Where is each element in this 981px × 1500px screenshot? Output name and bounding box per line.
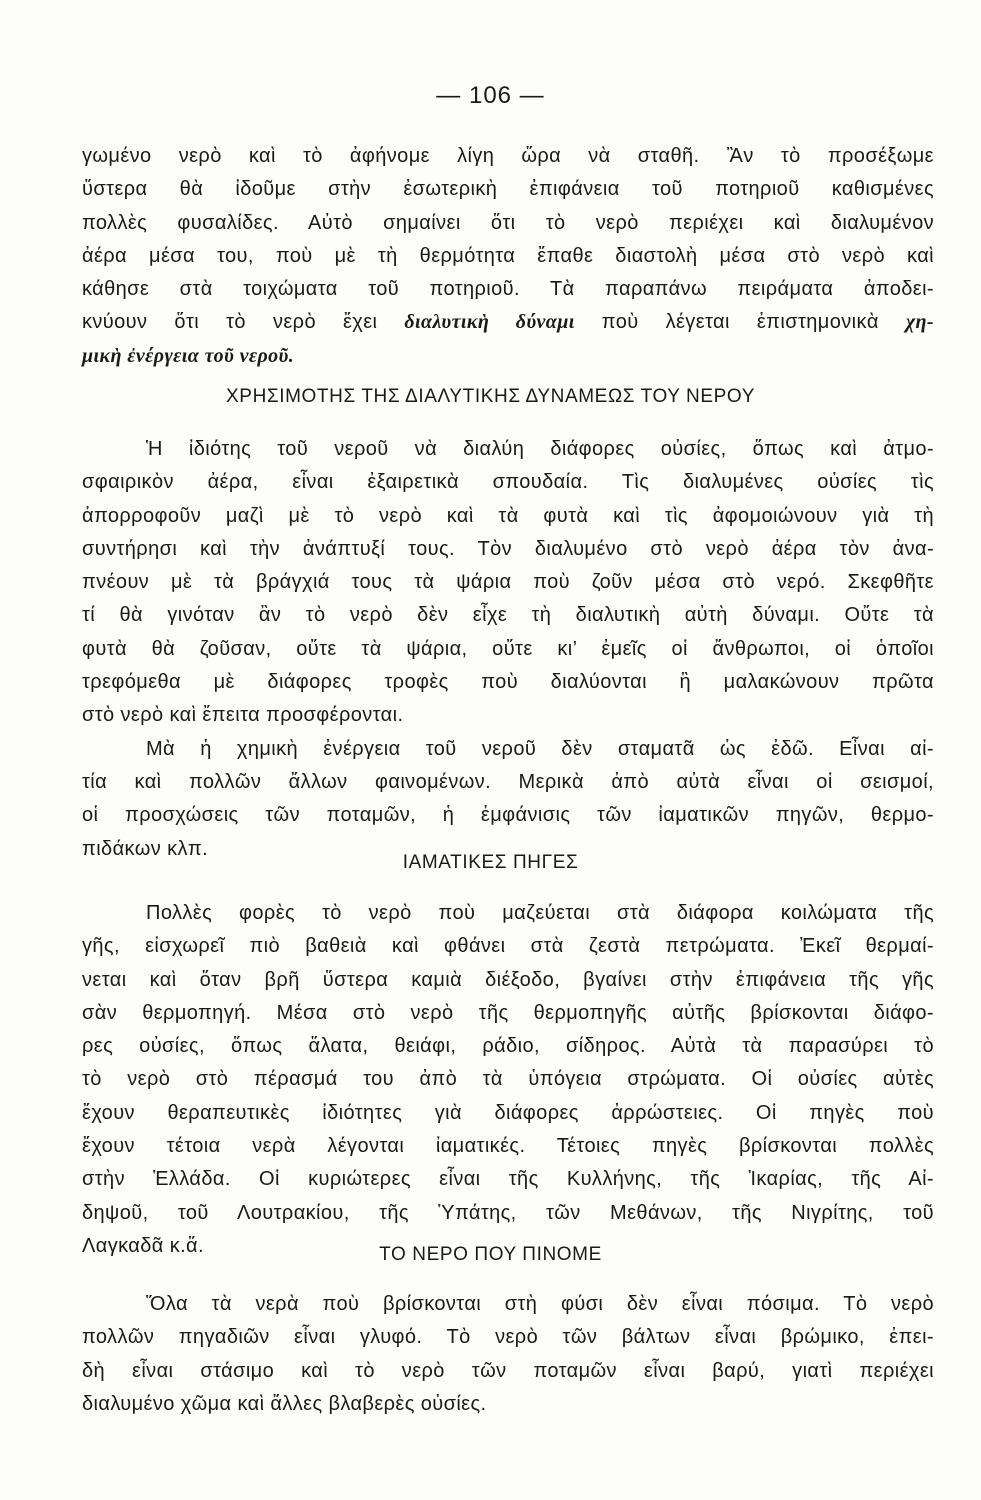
text-line: ὕστερα θὰ ἰδοῦμε στὴν ἐσωτερικὴ ἐπιφάνεια τοῦ ποτηριοῦ καθισμένες (82, 178, 934, 201)
section-heading: ΧΡΗΣΙΜΟΤΗΣ ΤΗΣ ΔΙΑΛΥΤΙΚΗΣ ΔΥΝΑΜΕΩΣ ΤΟΥ ΝΕΡΟΥ (226, 386, 755, 407)
text-line: τὸ νερὸ στὸ πέρασμά του ἀπὸ τὰ ὑπόγεια στρώματα. Οἱ οὐσίες αὐτὲς (82, 1068, 934, 1091)
paragraph-drinking-water (82, 1288, 934, 1421)
text-line: γωμένο νερὸ καὶ τὸ ἀφήνομε λίγη ὥρα νὰ σταθῆ. Ἂν τὸ προσέξωμε (82, 145, 934, 167)
text-line: πνέουν μὲ τὰ βράγχιά τους τὰ ψάρια ποὺ ζοῦν μέσα στὸ νερό. Σκεφθῆτε (82, 571, 934, 594)
emphasis-term: μικὴ ἐνέργεια τοῦ νεροῦ. (82, 344, 295, 367)
text-line (82, 340, 934, 373)
text-line: στὸ νερὸ καὶ ἔπειτα προσφέρονται. (82, 704, 404, 727)
text-line: Ὅλα τὰ νερὰ ποὺ βρίσκονται στὴ φύσι δὲν εἶναι πόσιμα. Τὸ νερὸ (146, 1293, 934, 1315)
text-line: Μὰ ἡ χημικὴ ἐνέργεια τοῦ νεροῦ δὲν σταματᾶ ὡς ἐδῶ. Εἶναι αἰ- (146, 737, 934, 760)
text-line: κάθησε στὰ τοιχώματα τοῦ ποτηριοῦ. Τὰ παραπάνω πειράματα ἀποδει- (82, 278, 934, 301)
section-heading: ΤΟ ΝΕΡΟ ΠΟΥ ΠΙΝΟΜΕ (379, 1244, 602, 1265)
text-line: οἱ προσχώσεις τῶν ποταμῶν, ἡ ἐμφάνισις τῶν ἰαματικῶν πηγῶν, θερμο- (82, 804, 934, 827)
text-run: ποὺ λέγεται ἐπιστημονικὰ (574, 311, 906, 334)
paragraph-healing-springs (82, 897, 934, 1263)
text-line: τρεφόμεθα μὲ διάφορες τροφὲς ποὺ διαλύονται ἢ μαλακώνουν πρῶτα (82, 671, 934, 694)
paragraph-usefulness (82, 433, 934, 866)
page-number: — 106 — (436, 82, 545, 109)
paragraph-solvent-power (82, 140, 934, 373)
text-line: νεται καὶ ὅταν βρῆ ὕστερα καμιὰ διέξοδο, βγαίνει στὴν ἐπιφάνεια τῆς γῆς (82, 968, 934, 991)
emphasis-term: χη- (905, 311, 934, 334)
section-heading: ΙΑΜΑΤΙΚΕΣ ΠΗΓΕΣ (402, 852, 579, 873)
emphasis-term: διαλυτικὴ δύναμι (404, 311, 575, 334)
text-line: ἔχουν θεραπευτικὲς ἰδιότητες γιὰ διάφορες ἀρρώστειες. Οἱ πηγὲς ποὺ (82, 1101, 934, 1124)
text-line: φυτὰ θὰ ζοῦσαν, οὔτε τὰ ψάρια, οὔτε κι’ ἐμεῖς οἱ ἄνθρωποι, οἱ ὁποῖοι (82, 637, 934, 660)
text-line: σφαιρικὸν ἀέρα, εἶναι ἐξαιρετικὰ σπουδαία. Τὶς διαλυμένες οὐσίες τὶς (82, 471, 934, 494)
text-line: ἀπορροφοῦν μαζὶ μὲ τὸ νερὸ καὶ τὰ φυτὰ καὶ τὶς ἀφομοιώνουν γιὰ τὴ (82, 504, 934, 527)
text-line: Ἡ ἰδιότης τοῦ νεροῦ νὰ διαλύη διάφορες οὐσίες, ὅπως καὶ ἀτμο- (146, 438, 934, 460)
text-line: στὴν Ἑλλάδα. Οἱ κυριώτερες εἶναι τῆς Κυλλήνης, τῆς Ἰκαρίας, τῆς Αἰ- (82, 1168, 934, 1191)
text-line: πιδάκων κλπ. (82, 837, 209, 860)
text-line: διαλυμένο χῶμα καὶ ἄλλες βλαβερὲς οὐσίες. (82, 1392, 487, 1415)
text-line: τία καὶ πολλῶν ἄλλων φαινομένων. Μερικὰ ἀπὸ αὐτὰ εἶναι οἱ σεισμοί, (82, 770, 934, 793)
text-line: Λαγκαδᾶ κ.ἅ. (82, 1234, 204, 1257)
text-line: ἀέρα μέσα του, ποὺ μὲ τὴ θερμότητα ἔπαθε διαστολὴ μέσα στὸ νερὸ καὶ (82, 244, 934, 267)
text-line: τί θὰ γινόταν ἂν τὸ νερὸ δὲν εἶχε τὴ διαλυτικὴ αὐτὴ δύναμι. Οὔτε τὰ (82, 604, 934, 627)
text-line: ἔχουν τέτοια νερὰ λέγονται ἰαματικές. Τέτοιες πηγὲς βρίσκονται πολλὲς (82, 1135, 934, 1158)
text-run: κνύουν ὅτι τὸ νερὸ ἔχει (82, 311, 405, 334)
text-line: συντήρησι καὶ τὴν ἀνάπτυξί τους. Τὸν διαλυμένο στὸ νερὸ ἀέρα τὸν ἀνα- (82, 537, 934, 560)
text-line: ρες οὐσίες, ὅπως ἅλατα, θειάφι, ράδιο, σίδηρος. Αὐτὰ τὰ παρασύρει τὸ (82, 1035, 934, 1058)
text-line: δηψοῦ, τοῦ Λουτρακίου, τῆς Ὑπάτης, τῶν Μεθάνων, τῆς Νιγρίτης, τοῦ (82, 1201, 934, 1224)
text-line: σὰν θερμοπηγή. Μέσα στὸ νερὸ τῆς θερμοπηγῆς αὐτῆς βρίσκονται διάφο- (82, 1001, 934, 1024)
text-line: γῆς, εἰσχωρεῖ πιὸ βαθειὰ καὶ φθάνει στὰ ζεστὰ πετρώματα. Ἐκεῖ θερμαί- (82, 935, 934, 958)
text-line: πολλὲς φυσαλίδες. Αὐτὸ σημαίνει ὅτι τὸ νερὸ περιέχει καὶ διαλυμένον (82, 211, 934, 234)
text-line: Πολλὲς φορὲς τὸ νερὸ ποὺ μαζεύεται στὰ διάφορα κοιλώματα τῆς (146, 902, 934, 924)
text-line: δὴ εἶναι στάσιμο καὶ τὸ νερὸ τῶν ποταμῶν εἶναι βαρύ, γιατὶ περιέχει (82, 1359, 934, 1382)
text-line: πολλῶν πηγαδιῶν εἶναι γλυφό. Τὸ νερὸ τῶν βάλτων εἶναι βρώμικο, ἐπει- (82, 1326, 934, 1349)
text-line (82, 306, 934, 339)
